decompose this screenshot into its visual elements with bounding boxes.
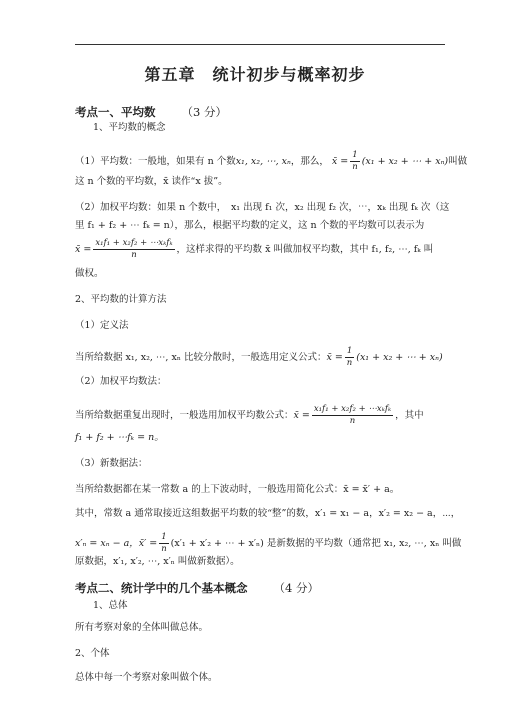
weighted-formula-lhs: x̄ = bbox=[75, 244, 92, 255]
method2-text: 当所给数据重复出现时，一般选用加权平均数公式： bbox=[75, 410, 294, 421]
frac-denominator: n bbox=[161, 544, 167, 554]
method3-heading: （3）新数据法： bbox=[75, 458, 148, 469]
frac-denominator: n bbox=[352, 162, 358, 172]
method1-line bbox=[75, 346, 443, 369]
method2-frac bbox=[312, 404, 393, 427]
method3-line4: 原数据，x′₁, x′₂, ⋯, x′ₙ 叫做新数据）。 bbox=[75, 556, 240, 567]
population-def: 所有考察对象的全体叫做总体。 bbox=[75, 622, 209, 633]
para-weighted-line3 bbox=[75, 238, 433, 261]
frac-numerator: 1 bbox=[352, 150, 358, 160]
section2-points: （4 分） bbox=[273, 581, 319, 595]
sub-calc-methods: 2、平均数的计算方法 bbox=[75, 294, 167, 305]
mean-formula-rhs: (x₁ + x₂ + ⋯ + xₙ) bbox=[361, 156, 449, 167]
sub-population: 1、总体 bbox=[93, 600, 128, 611]
para-mean-def-c: 叫做 bbox=[448, 156, 468, 167]
method1-heading: （1）定义法 bbox=[75, 320, 129, 331]
section2-heading-text: 考点二、统计学中的几个基本概念 bbox=[75, 581, 248, 595]
para-mean-def-b: ，那么， bbox=[290, 156, 329, 167]
method3-frac bbox=[159, 532, 168, 555]
method2-line2: f₁ + f₂ + ⋯fₖ = n。 bbox=[75, 432, 164, 443]
para-mean-def-line2: 这 n 个数的平均数，x̄ 读作“x 拔”。 bbox=[75, 176, 228, 187]
para-weighted-line4: 做权。 bbox=[75, 268, 104, 279]
method2-tail: ，其中 bbox=[395, 410, 424, 421]
method3-new-x: x′ₙ = xₙ − a， bbox=[75, 538, 139, 549]
frac-numerator: x₁f₁ + x₂f₂ + ⋯xₖfₖ bbox=[313, 404, 392, 414]
sub-individual: 2、个体 bbox=[75, 648, 110, 659]
method1-rhs: (x₁ + x₂ + ⋯ + xₙ) bbox=[356, 352, 443, 363]
header-rule bbox=[75, 44, 445, 45]
individual-def: 总体中每一个考察对象叫做个体。 bbox=[75, 672, 218, 683]
method3-line2: 其中，常数 a 通常取接近这组数据平均数的较“整”的数，x′₁ = x₁ − a，x′₂ = x₂ − a，⋯， bbox=[75, 508, 461, 519]
frac-denominator: n bbox=[131, 250, 137, 260]
weighted-formula-frac bbox=[93, 238, 174, 261]
chapter-title: 第五章 统计初步与概率初步 bbox=[144, 65, 366, 84]
frac-denominator: n bbox=[349, 416, 356, 426]
method3-line1: 当所给数据都在某一常数 a 的上下波动时，一般选用简化公式：x̄ = x̄′ + a。 bbox=[75, 484, 400, 495]
section1-points: （3 分） bbox=[181, 105, 227, 119]
section1-heading-text: 考点一、平均数 bbox=[75, 105, 156, 119]
frac-numerator: 1 bbox=[161, 532, 167, 542]
section2-heading bbox=[75, 582, 319, 594]
frac-denominator: n bbox=[346, 358, 353, 368]
frac-numerator: 1 bbox=[346, 346, 353, 356]
method3-lhs: x̄′ = bbox=[138, 538, 158, 549]
para-mean-def-line1 bbox=[75, 150, 467, 173]
para-mean-def-vars: x₁, x₂, ⋯, xₙ bbox=[235, 156, 291, 167]
para-weighted-line1: （2）加权平均数：如果 n 个数中， x₁ 出现 f₁ 次，x₂ 出现 f₂ 次，⋯，xₖ 出现 fₖ 次（这 bbox=[75, 202, 450, 213]
method1-frac bbox=[345, 346, 354, 369]
frac-numerator: x₁f₁ + x₂f₂ + ⋯xₖfₖ bbox=[95, 238, 173, 248]
method1-text: 当所给数据 x₁, x₂, ⋯, xₙ 比较分散时，一般选用定义公式： bbox=[75, 352, 327, 363]
method2-lhs: x̄ = bbox=[293, 410, 310, 421]
method3-line3 bbox=[75, 532, 461, 555]
weighted-formula-rest: ，这样求得的平均数 x̄ 叫做加权平均数，其中 f₁, f₂, ⋯, fₖ 叫 bbox=[176, 244, 434, 255]
method2-line bbox=[75, 404, 424, 427]
para-weighted-line2: 里 f₁ + f₂ + ⋯ fₖ = n），那么，根据平均数的定义，这 n 个数的平均数可以表示为 bbox=[75, 220, 425, 231]
method3-rhs: (x′₁ + x′₂ + ⋯ + x′ₙ) 是新数据的平均数（通常把 x₁, x₂, ⋯, xₙ 叫做 bbox=[170, 538, 462, 549]
mean-formula-frac bbox=[350, 150, 359, 173]
method1-lhs: x̄ = bbox=[326, 352, 343, 363]
sub-mean-concept: 1、平均数的概念 bbox=[93, 122, 166, 133]
section1-heading bbox=[75, 106, 227, 118]
method2-heading: （2）加权平均数法： bbox=[75, 376, 167, 387]
mean-formula-lhs: x̄ = bbox=[331, 156, 349, 167]
para-mean-def-a: （1）平均数：一般地，如果有 n 个数 bbox=[75, 156, 236, 167]
